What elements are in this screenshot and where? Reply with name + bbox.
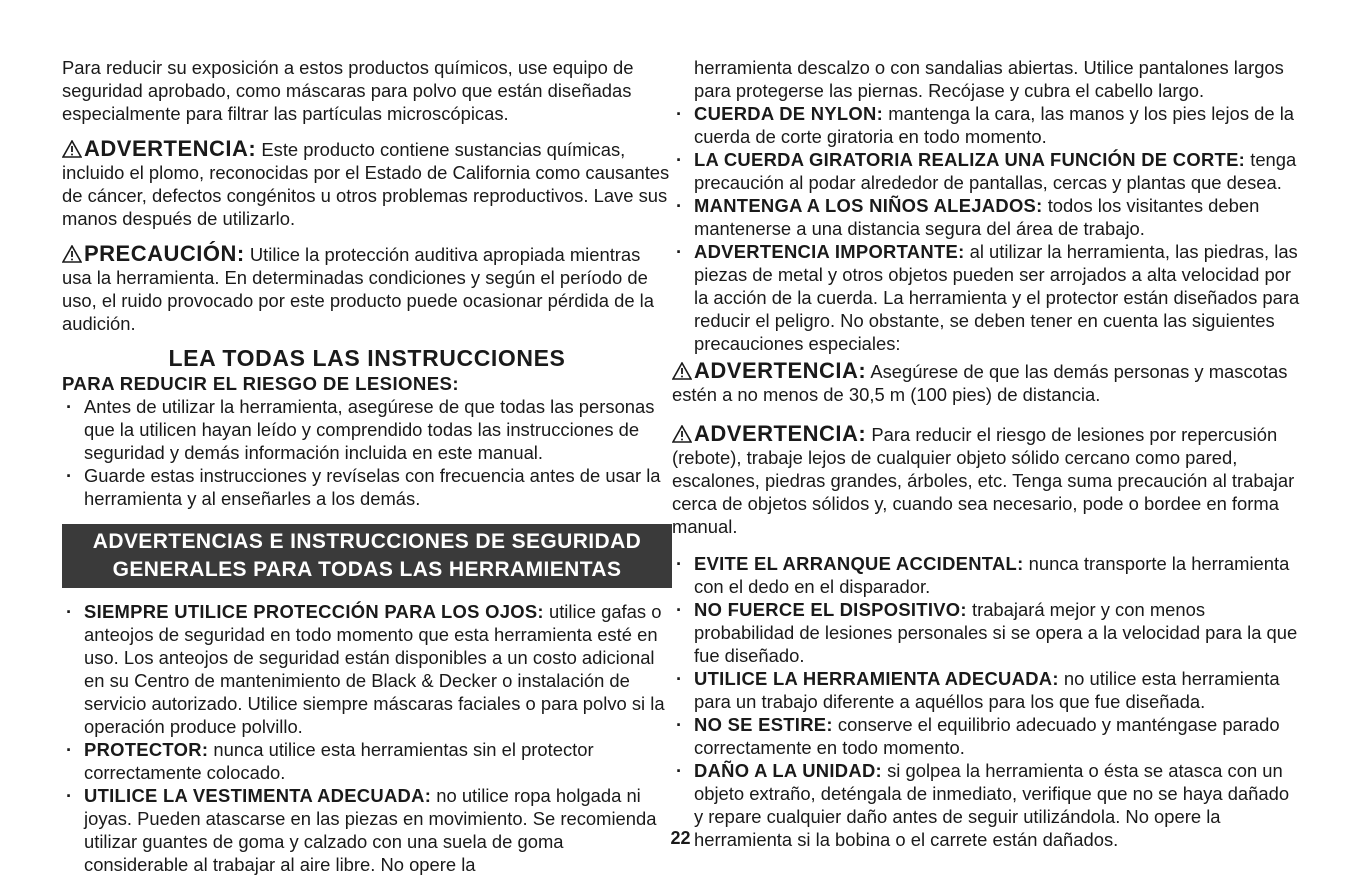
item-label: ADVERTENCIA IMPORTANTE: bbox=[694, 241, 965, 262]
item-label: NO SE ESTIRE: bbox=[694, 714, 833, 735]
list-item bbox=[672, 240, 1300, 355]
list-item bbox=[62, 738, 672, 784]
item-text: nunca transporte la herramienta con el dedo en el disparador. bbox=[694, 553, 1290, 597]
intro-paragraph: Para reducir su exposición a estos productos químicos, use equipo de seguridad aprobado, como máscaras para polvo que están diseñadas especialmente para filtrar las partículas microscópicas. bbox=[62, 57, 634, 124]
list-item bbox=[672, 102, 1300, 148]
caution-title: PRECAUCIÓN: bbox=[84, 241, 245, 266]
list-item bbox=[672, 148, 1300, 194]
banner-line: GENERALES PARA TODAS LAS HERRAMIENTAS bbox=[112, 558, 622, 581]
warning-california bbox=[62, 137, 672, 230]
warning-triangle-icon bbox=[672, 362, 692, 380]
warning-text: Este producto contiene sustancias químicas, incluido el plomo, reconocidas por el Estado de California como causantes de cáncer, defectos congénitos u otros problemas reproductivos. Lave sus manos después de utilizarlo. bbox=[62, 139, 670, 229]
page-number: 22 bbox=[670, 828, 691, 848]
reduce-risk-subheading: PARA REDUCIR EL RIESGO DE LESIONES: bbox=[62, 373, 459, 394]
continuation-text: herramienta descalzo o con sandalias abiertas. Utilice pantalones largos para protegerse las piernas. Recójase y cubra el cabello largo. bbox=[694, 57, 1284, 101]
safety-list bbox=[672, 102, 1300, 355]
list-item bbox=[62, 600, 672, 738]
item-label: NO FUERCE EL DISPOSITIVO: bbox=[694, 599, 967, 620]
item-text: nunca utilice esta herramientas sin el protector correctamente colocado. bbox=[84, 739, 594, 783]
item-text: trabajará mejor y con menos probabilidad de lesiones personales si se opera a la velocidad para la que fue diseñado. bbox=[694, 599, 1298, 666]
item-label: CUERDA DE NYLON: bbox=[694, 103, 884, 124]
safety-banner bbox=[62, 524, 672, 588]
item-text: al utilizar la herramienta, las piedras, las piezas de metal y otros objetos pueden ser arrojados a alta velocidad por la acción de la cuerda. La herramienta y el protector están diseñados para reducir el peligro. No obstante, se deben tener en cuenta las siguientes precauciones especiales: bbox=[694, 241, 1300, 354]
warning-rebound bbox=[672, 422, 1300, 538]
caution-hearing bbox=[62, 242, 672, 335]
item-label: MANTENGA A LOS NIÑOS ALEJADOS: bbox=[694, 195, 1043, 216]
item-text: tenga precaución al podar alrededor de pantallas, cercas y plantas que desea. bbox=[694, 149, 1297, 193]
list-item bbox=[672, 194, 1300, 240]
list-item bbox=[672, 552, 1300, 598]
left-column bbox=[62, 56, 672, 876]
item-label: PROTECTOR: bbox=[84, 739, 209, 760]
list-item: · Antes de utilizar la herramienta, asegúrese de que todas las personas que la utilicen hayan leído y comprendido todas las instrucciones de seguridad y demás información incluida en este manual. bbox=[62, 395, 672, 464]
item-text: todos los visitantes deben mantenerse a una distancia segura del área de trabajo. bbox=[694, 195, 1260, 239]
warning-triangle-icon bbox=[672, 425, 692, 443]
safety-list bbox=[672, 552, 1300, 851]
instruction-list bbox=[62, 395, 672, 510]
item-text: conserve el equilibrio adecuado y manténgase parado correctamente en todo momento. bbox=[694, 714, 1280, 758]
item-text: mantenga la cara, las manos y los pies lejos de la cuerda de corte giratoria en todo momento. bbox=[694, 103, 1295, 147]
item-label: UTILICE LA HERRAMIENTA ADECUADA: bbox=[694, 668, 1059, 689]
warning-text: Para reducir el riesgo de lesiones por repercusión (rebote), trabaje lejos de cualquier objeto sólido cercano como pared, escalones, piedras grandes, árboles, etc. Tenga suma precaución al trabajar cerca de objetos sólidos y, cuando sea necesario, pode o bordee en forma manual. bbox=[672, 424, 1295, 537]
warning-triangle-icon bbox=[62, 140, 82, 158]
item-label: EVITE EL ARRANQUE ACCIDENTAL: bbox=[694, 553, 1024, 574]
item-text: no utilice ropa holgada ni joyas. Pueden atascarse en las piezas en movimiento. Se recomienda utilizar guantes de goma y calzado con una suela de goma considerable al trabajar al aire libre. No opere la bbox=[84, 785, 657, 875]
warning-title: ADVERTENCIA: bbox=[694, 421, 867, 446]
item-text: utilice gafas o anteojos de seguridad en todo momento que esta herramienta esté en uso. Los anteojos de seguridad están disponibles a un costo adicional en su Centro de mantenimiento de Black & Decker o instalación de servicio autorizado. Utilice siempre máscaras faciales o para polvo si la operación produce polvillo. bbox=[84, 601, 665, 737]
warning-text: Asegúrese de que las demás personas y mascotas estén a no menos de 30,5 m (100 pies) de distancia. bbox=[672, 361, 1288, 405]
warning-triangle-icon bbox=[62, 245, 82, 263]
warning-title: ADVERTENCIA: bbox=[694, 358, 867, 383]
banner-line: ADVERTENCIAS E INSTRUCCIONES DE SEGURIDAD bbox=[92, 530, 642, 553]
item-label: LA CUERDA GIRATORIA REALIZA UNA FUNCIÓN DE CORTE: bbox=[694, 149, 1246, 170]
caution-text: Utilice la protección auditiva apropiada mientras usa la herramienta. En determinadas condiciones y según el período de uso, el ruido provocado por este producto puede ocasionar pérdida de la audición. bbox=[62, 244, 654, 334]
item-label: SIEMPRE UTILICE PROTECCIÓN PARA LOS OJOS: bbox=[84, 601, 544, 622]
right-column bbox=[672, 56, 1300, 851]
item-label: DAÑO A LA UNIDAD: bbox=[694, 760, 882, 781]
list-item bbox=[672, 713, 1300, 759]
list-item: · Guarde estas instrucciones y revíselas con frecuencia antes de usar la herramienta y al enseñarles a los demás. bbox=[62, 464, 672, 510]
item-text: no utilice esta herramienta para un trabajo diferente a aquéllos para los que fue diseñada. bbox=[694, 668, 1280, 712]
list-item bbox=[672, 667, 1300, 713]
item-label: UTILICE LA VESTIMENTA ADECUADA: bbox=[84, 785, 432, 806]
list-item bbox=[672, 598, 1300, 667]
item-text: si golpea la herramienta o ésta se atasca con un objeto extraño, deténgala de inmediato, verifique que no se haya dañado y repare cualquier daño antes de seguir utilizándola. No opere la herramienta si la bobina o el carrete están dañados. bbox=[694, 760, 1290, 850]
warning-title: ADVERTENCIA: bbox=[84, 136, 257, 161]
read-instructions-heading: LEA TODAS LAS INSTRUCCIONES bbox=[168, 345, 566, 371]
warning-distance bbox=[672, 359, 1300, 406]
